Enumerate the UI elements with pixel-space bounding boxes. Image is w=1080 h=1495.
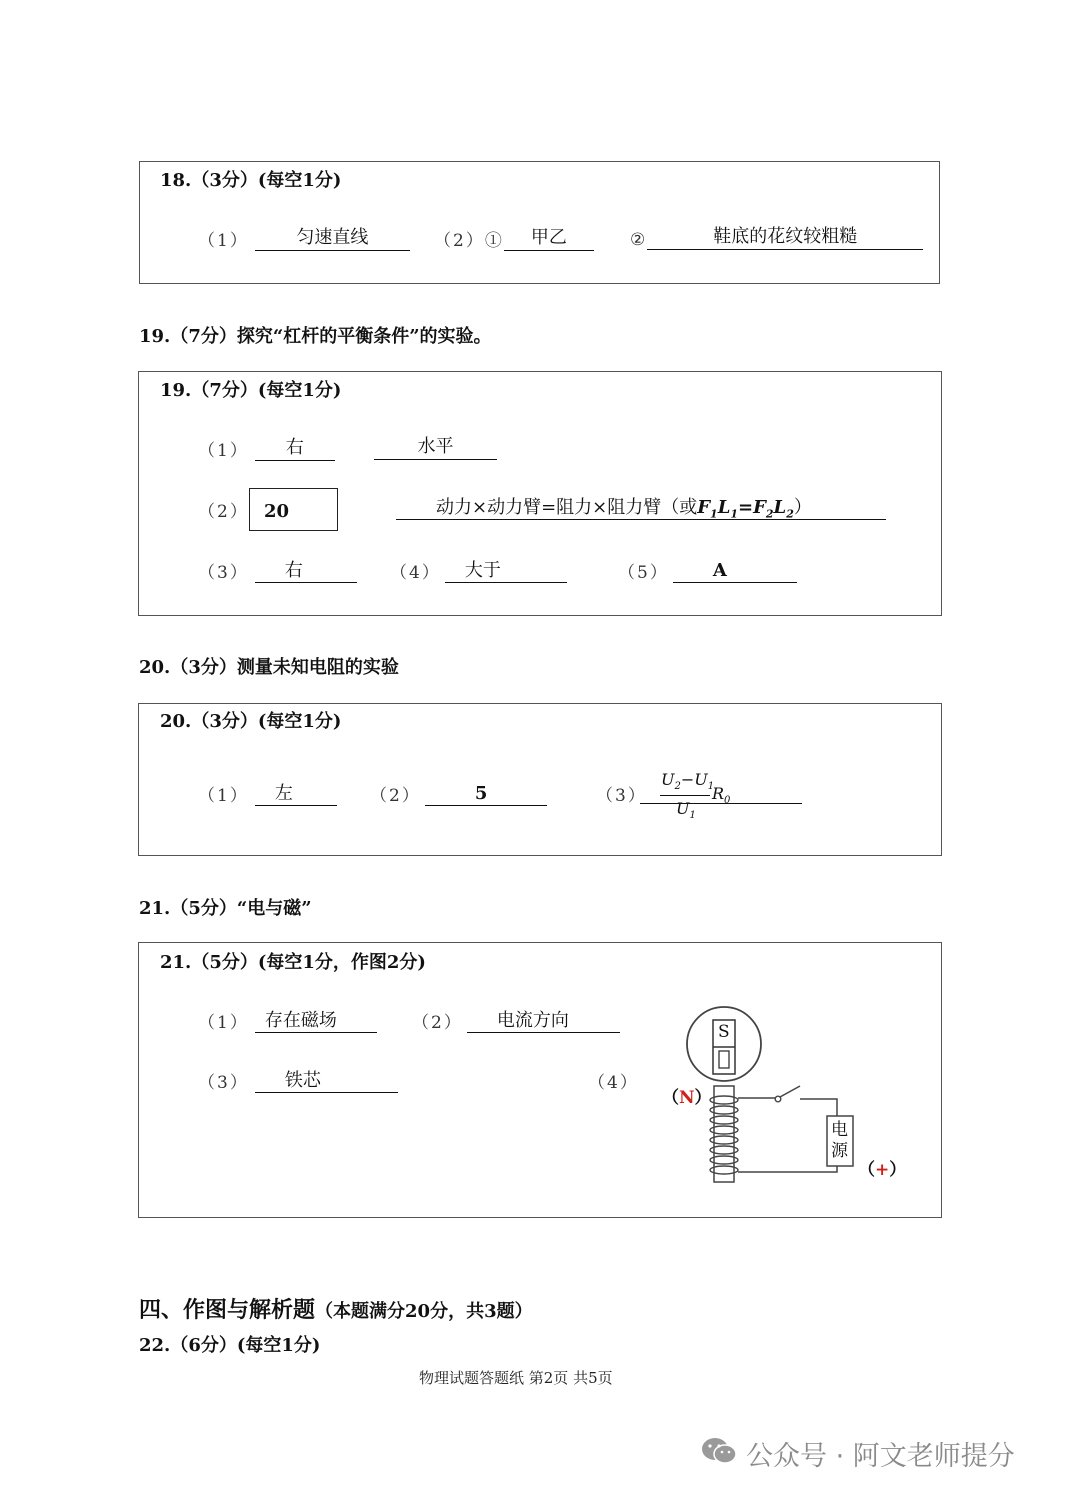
q20-answer-1: 左 [255, 783, 337, 806]
q19-row-4 [390, 558, 567, 583]
q18-answer-2: 甲乙 [504, 227, 594, 251]
compass-label: S [718, 1022, 730, 1042]
q18-num-3: ② [630, 230, 648, 250]
q21-answer-2: 电流方向 [467, 1010, 620, 1033]
q19-num-5: （5） [618, 563, 669, 583]
section4-heading [139, 1293, 533, 1324]
q19-row-5 [618, 558, 797, 583]
q19-formula-close: ） [793, 497, 812, 518]
q22-header: 22.（6分）(每空1分) [139, 1335, 321, 1356]
q20-fraction-bar [660, 795, 710, 796]
q19-answer-1b: 水平 [374, 436, 497, 460]
q21-answer-1: 存在磁场 [255, 1010, 377, 1033]
q19-title: 19.（7分）探究“杠杆的平衡条件”的实验。 [139, 326, 492, 347]
q19-answer-5: A [673, 560, 797, 583]
q18-row-3 [630, 226, 923, 250]
q19-formula-row [396, 497, 886, 520]
switch-to-source [800, 1099, 837, 1116]
q21-title: 21.（5分）“电与磁” [139, 898, 312, 919]
q21-num-3: （3） [198, 1073, 249, 1093]
q19-box-answer: 20 [249, 488, 338, 531]
wechat-icon [700, 1436, 738, 1466]
q21-row-1 [198, 1008, 377, 1033]
q19-row-1 [198, 436, 335, 461]
q19-answer-1: 右 [255, 437, 335, 461]
q18-row-2 [434, 226, 594, 251]
q19-row-2 [198, 497, 249, 522]
q19-num-4: （4） [390, 563, 441, 583]
q20-header: 20.（3分）(每空1分) [160, 711, 342, 732]
q20-answer-2: 5 [425, 783, 547, 806]
q20-fraction-tail: $R_0$ [712, 784, 731, 807]
q20-row-1 [198, 781, 337, 806]
q20-fraction-numerator: $U_2-U_1$ [661, 770, 715, 793]
bottom-wire [738, 1166, 837, 1172]
q18-answer-3: 鞋底的花纹较粗糙 [647, 226, 923, 250]
q21-row-4 [588, 1068, 639, 1093]
pole-label: （N） [662, 1088, 712, 1108]
q21-num-2: （2） [412, 1013, 463, 1033]
q19-formula-math: $F_1L_1=F_2L_2$ [697, 497, 794, 521]
section4-note: （本题满分20分，共3题） [315, 1301, 533, 1322]
pole-n: N [679, 1088, 695, 1108]
terminal-label: （+） [858, 1160, 907, 1180]
q20-fraction-denominator: $U_1$ [676, 799, 696, 822]
q20-title: 20.（3分）测量未知电阻的实验 [139, 657, 399, 678]
switch-pivot [775, 1096, 781, 1102]
q18-num-1: （1） [198, 231, 249, 251]
q20-num-1: （1） [198, 786, 249, 806]
switch-blade [780, 1086, 800, 1097]
q18-answer-1: 匀速直线 [255, 227, 410, 251]
q19-row-3 [198, 558, 357, 583]
q19-answer-3: 右 [255, 560, 357, 583]
q19-num-2: （2） [198, 502, 249, 522]
q19-answer-4: 大于 [445, 560, 567, 583]
page-footer: 物理试题答题纸 第2页 共5页 [419, 1369, 613, 1387]
q18-num-2: （2）① [434, 231, 504, 251]
q21-row-3 [198, 1068, 398, 1093]
q20-row-2 [370, 781, 547, 806]
q19-formula-blank [396, 497, 886, 520]
q20-num-3: （3） [596, 786, 647, 806]
q21-answer-3: 铁芯 [255, 1070, 398, 1093]
q21-header: 21.（5分）(每空1分，作图2分) [160, 952, 426, 973]
q20-num-2: （2） [370, 786, 421, 806]
watermark-text: 公众号 · 阿文老师提分 [746, 1441, 1015, 1472]
q19-header: 19.（7分）(每空1分) [160, 380, 342, 401]
q19-num-1: （1） [198, 441, 249, 461]
q21-row-2 [412, 1008, 620, 1033]
section4-title: 四、作图与解析题 [139, 1297, 316, 1323]
q18-header: 18.（3分）(每空1分) [160, 170, 342, 191]
terminal-plus: + [875, 1160, 890, 1180]
q19-row-1b [374, 436, 497, 460]
source-label: 电源 [831, 1120, 848, 1161]
q21-num-4: （4） [588, 1073, 639, 1093]
q19-formula-text: 动力×动力臂=阻力×阻力臂（或 [436, 497, 698, 518]
q18-row [198, 226, 410, 251]
q19-num-3: （3） [198, 563, 249, 583]
q21-num-1: （1） [198, 1013, 249, 1033]
